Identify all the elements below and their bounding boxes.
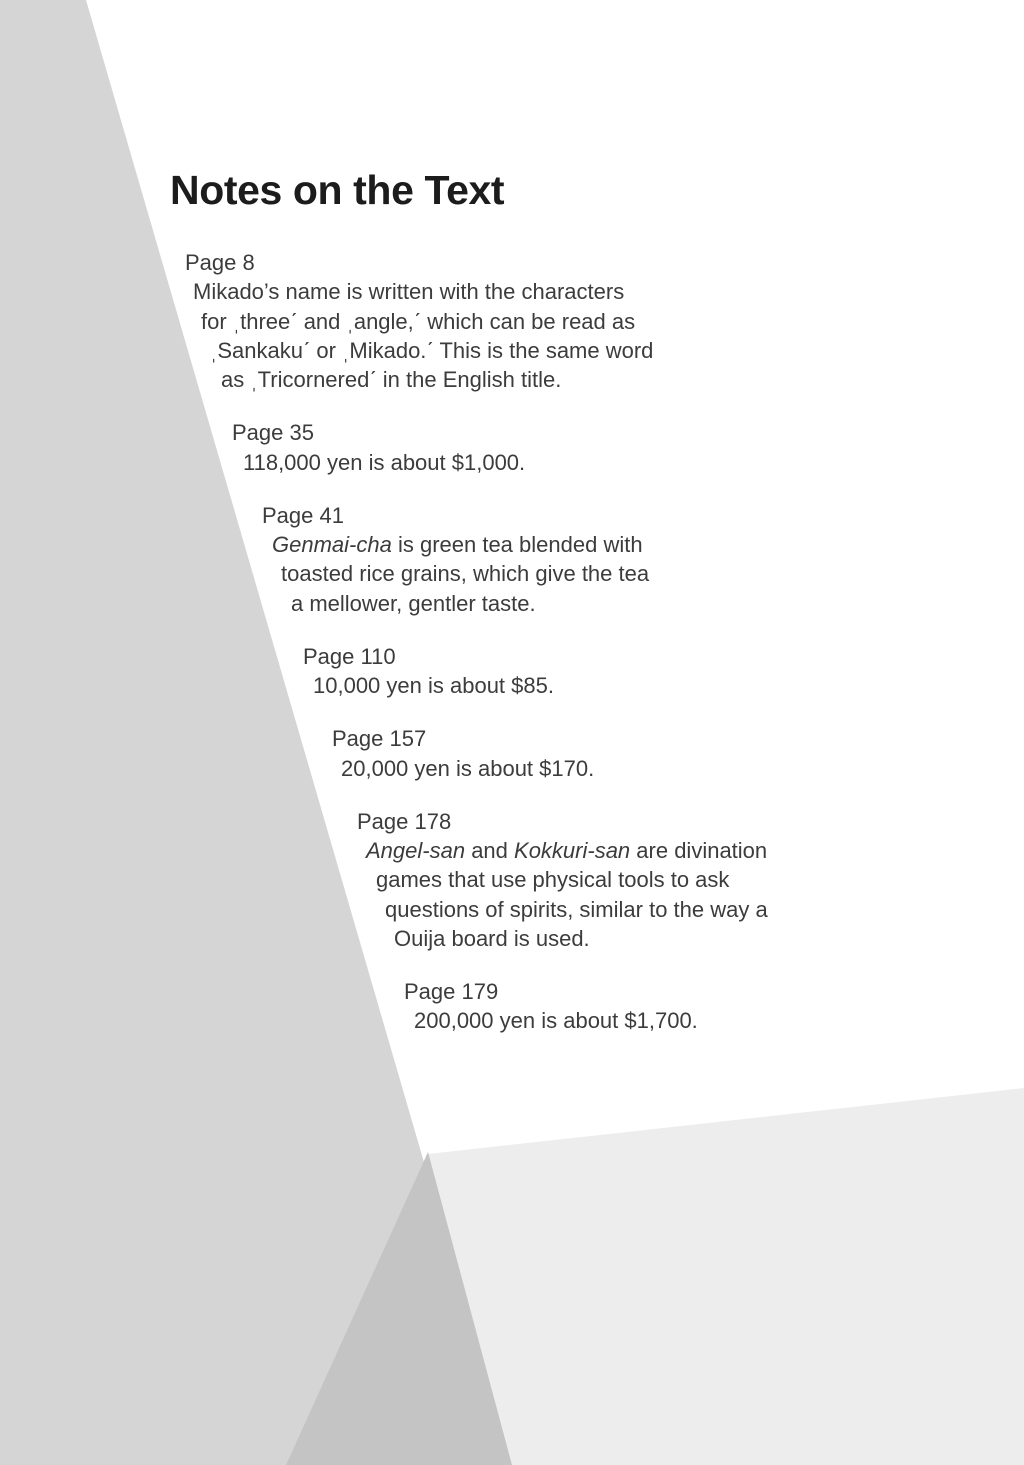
- note-entry: [0, 642, 1024, 701]
- note-body: [0, 448, 1024, 477]
- note-body-line: questions of spirits, similar to the way a: [385, 896, 768, 922]
- note-body-line: Mikado’s name is written with the characters: [193, 279, 625, 305]
- note-page-label: Page 179: [404, 979, 499, 1004]
- note-body: [0, 671, 1024, 700]
- note-page-label: Page 110: [303, 643, 396, 669]
- note-body-line: for ˌthreeˊ and ˌangle,ˊ which can be read as: [201, 308, 636, 334]
- note-entry: [0, 501, 1024, 618]
- note-body: [0, 836, 1024, 953]
- note-body: [0, 530, 1024, 618]
- note-body-line: a mellower, gentler taste.: [291, 590, 536, 616]
- notes-list: [0, 248, 1024, 1060]
- note-body-line: 10,000 yen is about $85.: [313, 673, 554, 698]
- note-page-label: Page 157: [332, 726, 427, 752]
- page-title: Notes on the Text: [170, 167, 505, 213]
- note-body: [0, 754, 1024, 783]
- note-body-line: Angel-san and Kokkuri-san are divination: [366, 838, 768, 863]
- note-body-line: Ouija board is used.: [394, 925, 590, 951]
- note-page-label: Page 178: [357, 808, 452, 834]
- note-body-line: 200,000 yen is about $1,700.: [414, 1008, 698, 1034]
- note-body-line: 20,000 yen is about $170.: [341, 755, 595, 781]
- note-page-label: Page 35: [232, 420, 314, 446]
- note-entry: [0, 248, 1024, 394]
- note-body-line: games that use physical tools to ask: [376, 867, 730, 893]
- note-page-label: Page 41: [262, 502, 344, 528]
- note-entry: [0, 418, 1024, 477]
- note-body-line: as ˌTricorneredˊ in the English title.: [221, 367, 562, 392]
- note-body: [0, 277, 1024, 394]
- note-entry: [0, 724, 1024, 783]
- note-body: [0, 1006, 1024, 1035]
- note-page-label: Page 8: [185, 250, 255, 275]
- note-body-line: Genmai-cha is green tea blended with: [272, 532, 643, 557]
- note-body-line: toasted rice grains, which give the tea: [281, 561, 650, 587]
- note-body-line: 118,000 yen is about $1,000.: [243, 449, 526, 475]
- note-entry: [0, 977, 1024, 1036]
- note-body-line: ˌSankakuˊ or ˌMikado.ˊ This is the same word: [210, 337, 654, 363]
- note-entry: [0, 807, 1024, 953]
